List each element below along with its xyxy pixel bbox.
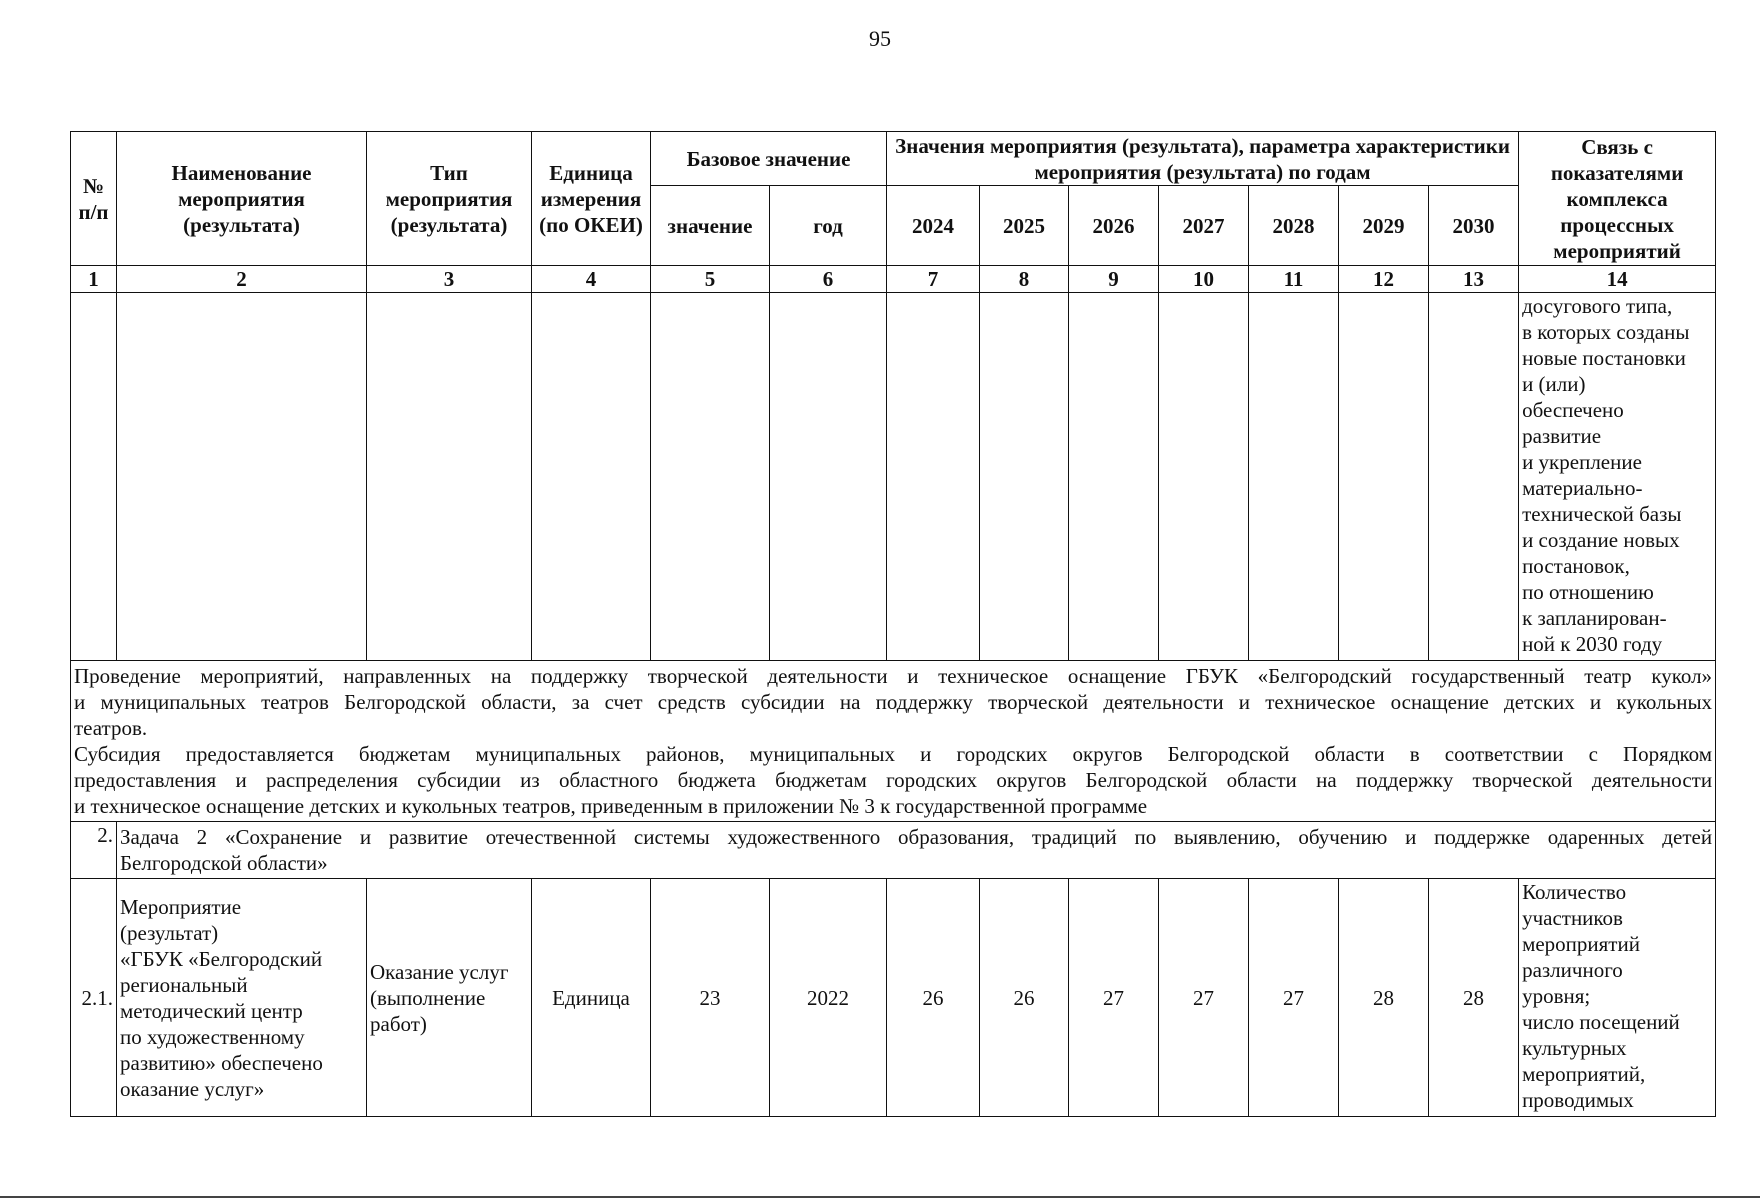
text-line: методический центр: [120, 998, 303, 1023]
text-line: участников: [1522, 906, 1623, 930]
description-row: [71, 661, 1716, 822]
empty-cell: [1429, 293, 1519, 661]
item-type: [367, 879, 532, 1117]
item-row-2-1: [71, 879, 1716, 1117]
text-line: развитие: [1522, 424, 1602, 448]
text-line: и (или): [1522, 372, 1586, 396]
text-line: проводимых: [1522, 1088, 1634, 1112]
header-base-value-value: значение: [651, 186, 770, 266]
paragraph-2-line: предоставления и распределения субсидии из областного бюджета бюджетам городских округов Белгородской области на поддержку творческой деятельности: [74, 768, 1713, 792]
empty-cell: [1339, 293, 1429, 661]
empty-cell: [367, 293, 532, 661]
column-number: 4: [532, 266, 651, 293]
empty-cell: [1159, 293, 1249, 661]
header-row-1: [71, 132, 1716, 186]
header-base-value-year: год: [770, 186, 887, 266]
empty-cell: [117, 293, 367, 661]
task-text-line: Белгородской области»: [120, 851, 328, 875]
column-number: 14: [1519, 266, 1716, 293]
continuation-row: [71, 293, 1716, 661]
text-line: (результат): [120, 920, 219, 945]
text-line: по отношению: [1522, 580, 1654, 604]
item-value-2029: 28: [1339, 879, 1429, 1117]
text-line: ной к 2030 году: [1522, 632, 1663, 656]
header-year-2026: 2026: [1069, 186, 1159, 266]
header-measure-type: Тип мероприятия (результата): [367, 132, 532, 266]
text-line: работ): [370, 1011, 427, 1036]
empty-cell: [770, 293, 887, 661]
column-number: 3: [367, 266, 532, 293]
page-number: 95: [869, 26, 891, 51]
header-year-2029: 2029: [1339, 186, 1429, 266]
item-value-2030: 28: [1429, 879, 1519, 1117]
task-number: 2.: [71, 822, 117, 879]
column-number: 5: [651, 266, 770, 293]
item-value-2025: 26: [980, 879, 1069, 1117]
item-value-2026: 27: [1069, 879, 1159, 1117]
item-value-2027: 27: [1159, 879, 1249, 1117]
text-line: Оказание услуг: [370, 959, 509, 984]
text-line: развитию» обеспечено: [120, 1050, 323, 1075]
item-name: [117, 879, 367, 1117]
column-number: 6: [770, 266, 887, 293]
header-year-2028: 2028: [1249, 186, 1339, 266]
text-line: материально-: [1522, 476, 1643, 500]
text-line: новые постановки: [1522, 346, 1686, 370]
measures-table: [70, 131, 1716, 1117]
header-year-2027: 2027: [1159, 186, 1249, 266]
text-line: Мероприятие: [120, 894, 242, 919]
text-line: в которых созданы: [1522, 320, 1690, 344]
column-number: 8: [980, 266, 1069, 293]
column-number: 7: [887, 266, 980, 293]
text-line: культурных: [1522, 1036, 1627, 1060]
task-text: [117, 822, 1716, 879]
column-number: 10: [1159, 266, 1249, 293]
text-line: постановок,: [1522, 554, 1630, 578]
text-line: и создание новых: [1522, 528, 1680, 552]
paragraph-1-line: Проведение мероприятий, направленных на поддержку творческой деятельности и техническое оснащение ГБУК «Белгородский государственный театр кукол»: [74, 664, 1713, 688]
empty-cell: [651, 293, 770, 661]
column-number: 9: [1069, 266, 1159, 293]
item-value-2024: 26: [887, 879, 980, 1117]
header-base-value: Базовое значение: [651, 132, 887, 186]
text-line: «ГБУК «Белгородский: [120, 946, 323, 971]
column-number: 11: [1249, 266, 1339, 293]
column-number: 12: [1339, 266, 1429, 293]
column-number-row: [71, 266, 1716, 293]
column-number: 2: [117, 266, 367, 293]
paragraph-1-line: театров.: [74, 716, 148, 740]
header-unit: Единица измерения (по ОКЕИ): [532, 132, 651, 266]
column-number: 13: [1429, 266, 1519, 293]
text-line: обеспечено: [1522, 398, 1624, 422]
item-link: [1519, 879, 1716, 1117]
text-line: Количество: [1522, 880, 1627, 904]
text-line: к запланирован-: [1522, 606, 1667, 630]
header-year-2024: 2024: [887, 186, 980, 266]
header-values-by-year: Значения мероприятия (результата), параметра характеристики мероприятия (результата) по годам: [887, 132, 1519, 186]
text-line: оказание услуг»: [120, 1076, 265, 1101]
header-measure-name: Наименование мероприятия (результата): [117, 132, 367, 266]
item-number: 2.1.: [71, 879, 117, 1117]
header-number: № п/п: [71, 132, 117, 266]
empty-cell: [71, 293, 117, 661]
task-row: [71, 822, 1716, 879]
text-line: мероприятий,: [1522, 1062, 1646, 1086]
column-number: 1: [71, 266, 117, 293]
empty-cell: [887, 293, 980, 661]
text-line: досугового типа,: [1522, 294, 1673, 318]
text-line: региональный: [120, 972, 248, 997]
text-line: технической базы: [1522, 502, 1682, 526]
paragraph-2-line: и техническое оснащение детских и кукольных театров, приведенным в приложении № 3 к государственной программе: [74, 794, 1148, 818]
text-line: уровня;: [1522, 984, 1591, 1008]
text-line: (выполнение: [370, 985, 486, 1010]
empty-cell: [1249, 293, 1339, 661]
text-line: по художественному: [120, 1024, 305, 1049]
paragraph-2-line: Субсидия предоставляется бюджетам муниципальных районов, муниципальных и городских округов Белгородской области в соответствии с Порядком: [74, 742, 1713, 766]
text-line: мероприятий: [1522, 932, 1640, 956]
empty-cell: [1069, 293, 1159, 661]
item-base-value: 23: [651, 879, 770, 1117]
description-text: [71, 661, 1716, 822]
task-text-line: Задача 2 «Сохранение и развитие отечественной системы художественного образования, традиций по выявлению, обучению и поддержке одаренных детей: [120, 825, 1713, 849]
link-text-continuation: [1519, 293, 1716, 661]
header-year-2030: 2030: [1429, 186, 1519, 266]
text-line: число посещений: [1522, 1010, 1680, 1034]
item-unit: Единица: [532, 879, 651, 1117]
text-line: различного: [1522, 958, 1623, 982]
header-year-2025: 2025: [980, 186, 1069, 266]
header-link: Связь с показателями комплекса процессных мероприятий: [1519, 132, 1716, 266]
empty-cell: [980, 293, 1069, 661]
item-base-year: 2022: [770, 879, 887, 1117]
text-line: и укрепление: [1522, 450, 1642, 474]
paragraph-1-line: и муниципальных театров Белгородской области, за счет средств субсидии на поддержку творческой деятельности и техническое оснащение детских и кукольных: [74, 690, 1713, 714]
empty-cell: [532, 293, 651, 661]
page-bottom-rule: [0, 1196, 1760, 1198]
item-value-2028: 27: [1249, 879, 1339, 1117]
